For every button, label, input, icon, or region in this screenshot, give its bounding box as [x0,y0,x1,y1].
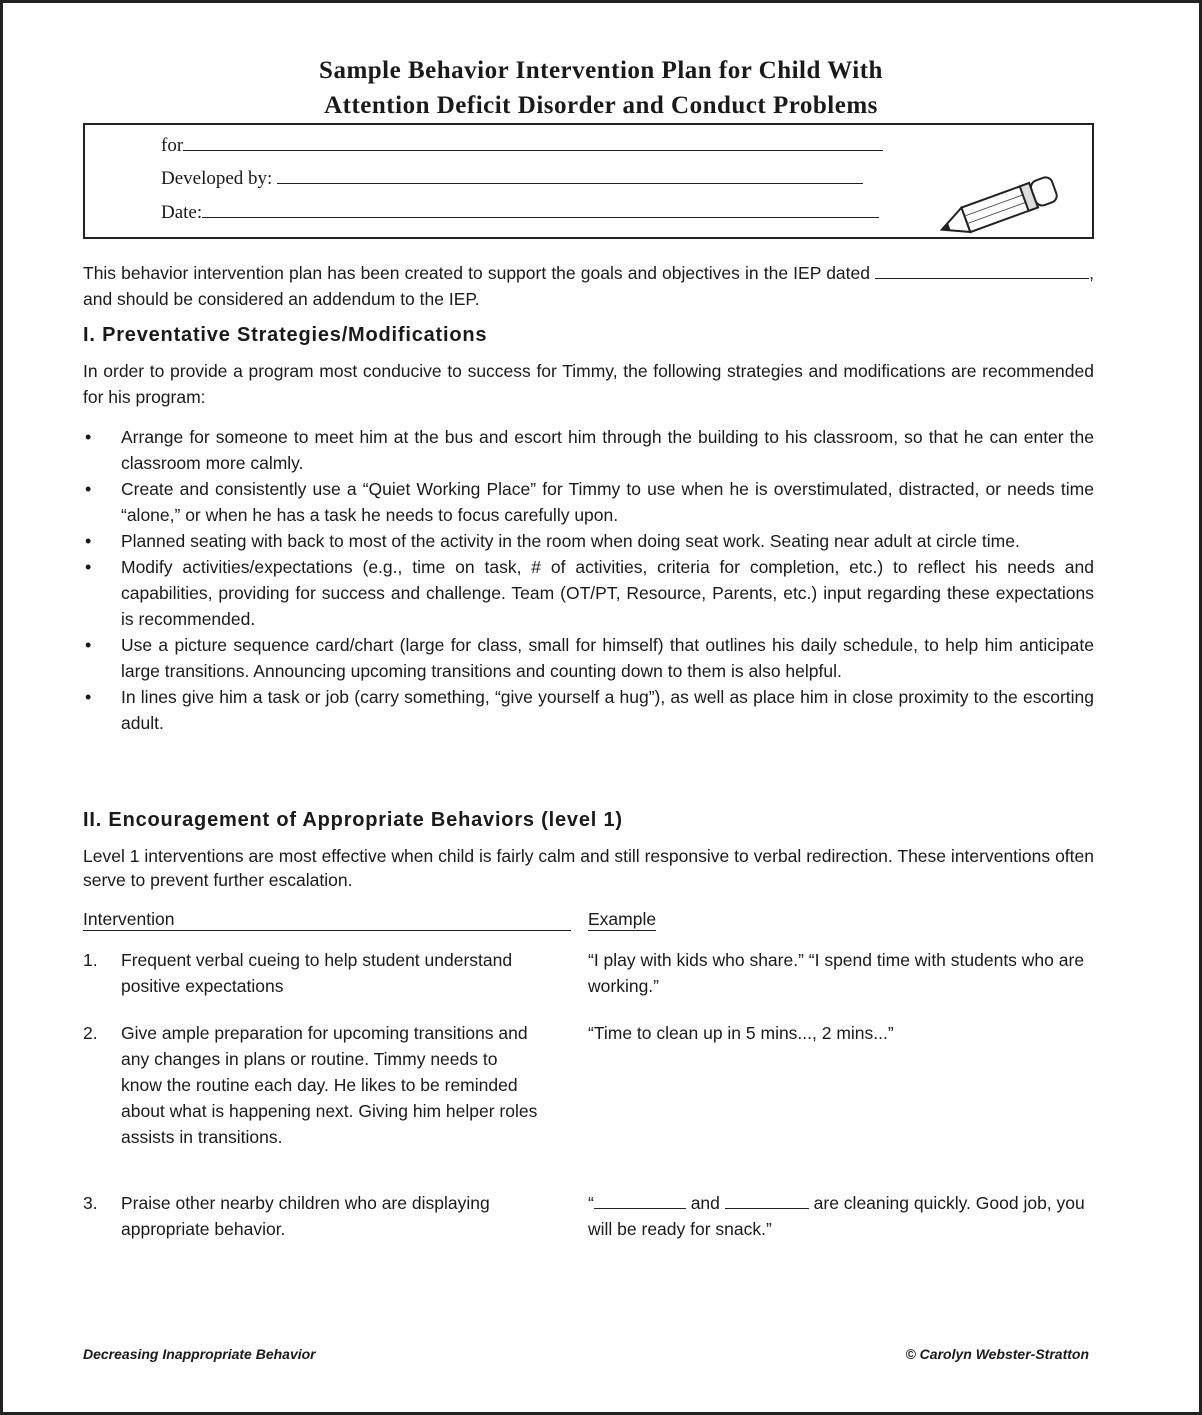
date-blank-line [202,203,879,218]
row-number: 3. [83,1193,98,1213]
strategies-list [83,424,1094,736]
example-column-header: Example [588,909,657,929]
row-intervention: Frequent verbal cueing to help student understand positive expectations [121,950,513,996]
row-number: 2. [83,1023,98,1043]
row-example: “Time to clean up in 5 mins..., 2 mins...” [588,1023,894,1043]
section-2-heading: II. Encouragement of Appropriate Behaviors (level 1) [83,809,623,831]
developed-by-label: Developed by: [161,168,273,189]
name-blank-2 [725,1196,809,1209]
row-number: 1. [83,950,98,970]
plan-info-box [83,123,1094,239]
date-label: Date: [161,202,203,223]
intro-paragraph [83,260,1094,312]
document-title [3,53,1199,123]
list-item: • Modify activities/expectations (e.g., time on task, # of activities, criteria for completion, etc.) to reflect his needs and capabilities, providing for success and challenge. Team (OT/PT, Resource, Parents, etc.) input regarding these expectations is recommended. [83,554,1094,632]
footer-book-title: Decreasing Inappropriate Behavior [83,1346,316,1362]
section-1-heading: I. Preventative Strategies/Modifications [83,324,488,346]
intro-text-part2: , and should be considered an addendum to the IEP. [83,263,1094,309]
section-2-intro: Level 1 interventions are most effective when child is fairly calm and still responsive to verbal redirection. These interventions often serve to prevent further escalation. [83,846,1094,890]
date-field [161,202,879,224]
list-item: • Arrange for someone to meet him at the bus and escort him through the building to his classroom, so that he can enter the classroom more calmly. [83,424,1094,476]
title-line-1: Sample Behavior Intervention Plan for Child With [319,57,883,84]
developed-by-blank-line [277,169,863,184]
for-field [161,135,883,157]
iep-date-blank [875,266,1089,279]
section-1-intro: In order to provide a program most conducive to success for Timmy, the following strategies and modifications are recommended for his program: [83,361,1094,407]
footer-copyright: © Carolyn Webster-Stratton [905,1346,1089,1362]
row-example: “I play with kids who share.” “I spend time with students who are working.” [588,950,1085,996]
name-blank-1 [594,1196,686,1209]
row-example [588,1190,1088,1242]
row-intervention: Praise other nearby children who are displaying appropriate behavior. [121,1193,490,1239]
list-item: • In lines give him a task or job (carry something, “give yourself a hug”), as well as place him in close proximity to the escorting adult. [83,684,1094,736]
example-rest: are cleaning quickly. Good job, you will be ready for snack.” [588,1193,1085,1239]
list-item: • Use a picture sequence card/chart (large for class, small for himself) that outlines his daily schedule, to help him anticipate large transitions. Announcing upcoming transitions and counting down to them is also helpful. [83,632,1094,684]
title-line-2: Attention Deficit Disorder and Conduct Problems [324,92,878,119]
example-open-quote: “ [588,1193,594,1213]
list-item: • Create and consistently use a “Quiet Working Place” for Timmy to use when he is overstimulated, distracted, or needs time “alone,” or when he has a task he needs to focus carefully upon. [83,476,1094,528]
list-item: • Planned seating with back to most of the activity in the room when doing seat work. Seating near adult at circle time. [83,528,1094,554]
example-and: and [690,1193,720,1213]
pencil-icon [927,165,1067,241]
developed-by-field [161,168,863,190]
intro-text-part1: This behavior intervention plan has been created to support the goals and objectives in the IEP dated [83,263,870,283]
row-intervention: Give ample preparation for upcoming transitions and any changes in plans or routine. Timmy needs to know the routine each day. He likes to be reminded about what is happening next. Giving him helper roles assists in transitions. [121,1023,538,1147]
intervention-column-header: Intervention [83,909,571,931]
for-blank-line [183,136,883,151]
for-label: for [161,135,184,156]
